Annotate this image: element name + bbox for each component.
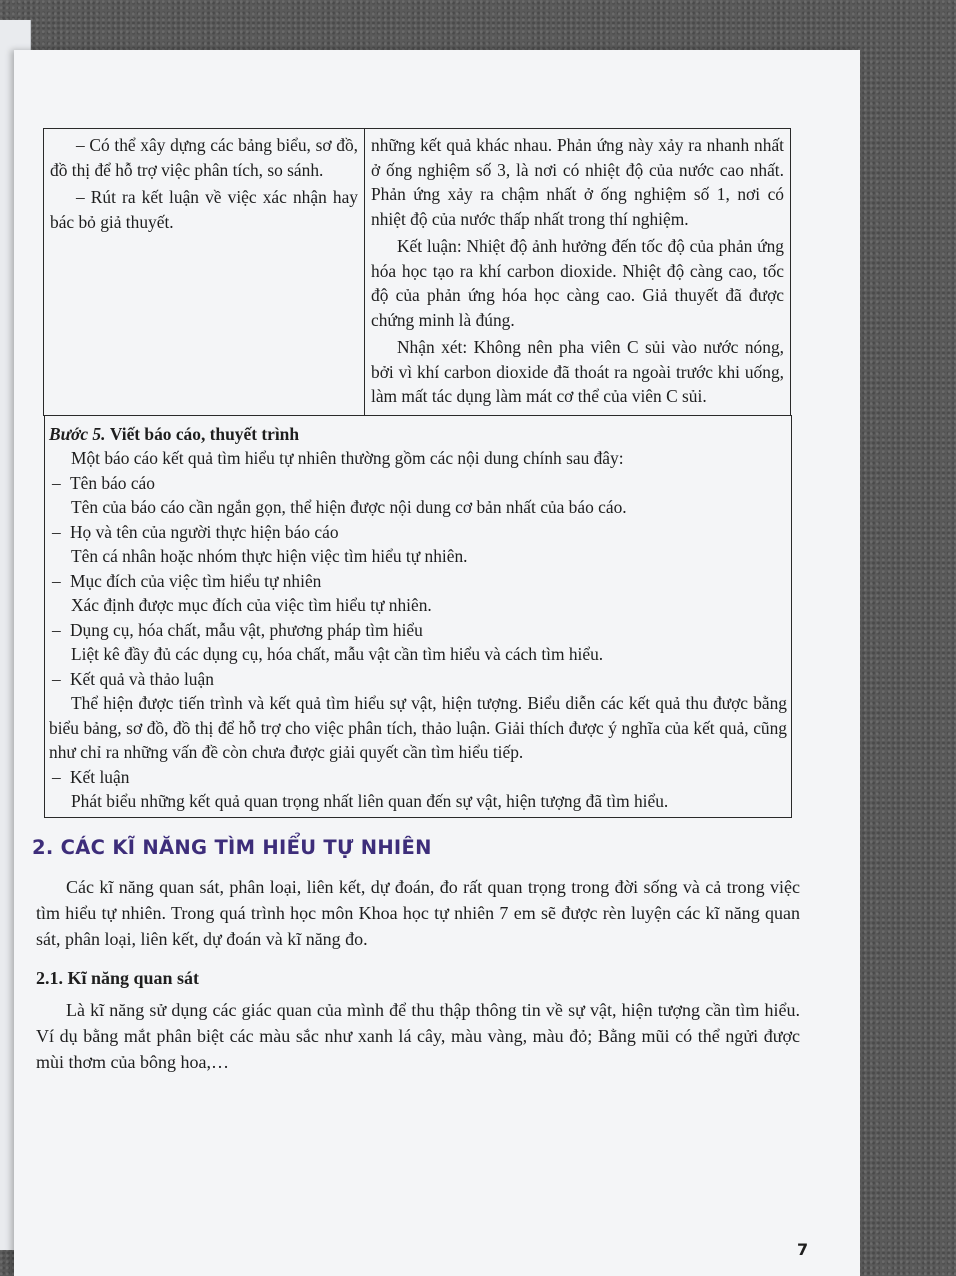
dash-bullet: –	[52, 521, 61, 542]
report-item-body: Phát biểu những kết quả quan trọng nhất liên quan đến sự vật, hiện tượng đã tìm hiểu.	[71, 791, 669, 811]
report-item-head: – Mục đích của việc tìm hiểu tự nhiên	[49, 569, 787, 594]
section-2-1-title: 2.1. Kĩ năng quan sát	[36, 968, 200, 988]
report-item-head: – Họ và tên của người thực hiện báo cáo	[49, 520, 787, 545]
report-item-head: – Kết luận	[49, 765, 787, 790]
page-number: 7	[797, 1240, 809, 1259]
book-page	[14, 50, 860, 1276]
dash-bullet: –	[52, 619, 61, 640]
report-item-body: Tên của báo cáo cần ngắn gọn, thể hiện được nội dung cơ bản nhất của báo cáo.	[71, 497, 627, 517]
table-right-cell	[365, 129, 791, 416]
step5-heading	[49, 422, 787, 447]
step5-intro: Một báo cáo kết quả tìm hiểu tự nhiên thường gồm các nội dung chính sau đây:	[71, 448, 624, 468]
step5-label: Bước 5.	[49, 423, 106, 444]
report-item-head: – Dụng cụ, hóa chất, mẫu vật, phương pháp tìm hiểu	[49, 618, 787, 643]
report-item-body: Liệt kê đầy đủ các dụng cụ, hóa chất, mẫu vật cần tìm hiểu và cách tìm hiểu.	[71, 644, 604, 664]
report-item-body: Tên cá nhân hoặc nhóm thực hiện việc tìm hiểu tự nhiên.	[71, 546, 468, 566]
dash-bullet: –	[52, 472, 61, 493]
right-para-remark: Nhận xét: Không nên pha viên C sủi vào nước nóng, bởi vì khí carbon dioxide đã thoát ra ngoài trước khi uống, làm mất tác dụng làm mát cơ thể của viên C sủi.	[371, 337, 784, 406]
left-para-2: – Rút ra kết luận về việc xác nhận hay bác bỏ giả thuyết.	[50, 187, 358, 232]
step5-title: Viết báo cáo, thuyết trình	[109, 423, 300, 444]
dash-bullet: –	[52, 766, 61, 787]
report-item-body: Thể hiện được tiến trình và kết quả tìm hiểu sự vật, hiện tượng. Biểu diễn các kết quả thu được bằng biểu bảng, sơ đồ, đồ thị để hỗ trợ cho việc phân tích, thảo luận. Giải thích được ý nghĩa của kết quả, cũng như chỉ ra những vấn đề còn chưa được giải quyết cần tìm hiểu tiếp.	[49, 693, 787, 762]
dash-bullet: –	[52, 668, 61, 689]
report-item-head: – Kết quả và thảo luận	[49, 667, 787, 692]
page-content	[32, 128, 800, 1075]
report-item-head: – Tên báo cáo	[49, 471, 787, 496]
table-left-cell	[44, 129, 365, 416]
right-para-conclusion: Kết luận: Nhiệt độ ảnh hưởng đến tốc độ của phản ứng hóa học tạo ra khí carbon dioxide. Nhiệt độ càng cao, tốc độ của phản ứng hóa học càng cao. Giả thuyết đã được chứng minh là đúng.	[371, 236, 784, 330]
section-2-title: 2. CÁC KĨ NĂNG TÌM HIỂU TỰ NHIÊN	[32, 835, 432, 859]
experiment-table	[43, 128, 791, 416]
section-2-paragraph: Các kĩ năng quan sát, phân loại, liên kết, dự đoán, đo rất quan trọng trong đời sống và cả trong việc tìm hiểu tự nhiên. Trong quá trình học môn Khoa học tự nhiên 7 em sẽ được rèn luyện các kĩ năng quan sát, phân loại, liên kết, dự đoán và kĩ năng đo.	[36, 877, 800, 949]
right-para-1: những kết quả khác nhau. Phản ứng này xảy ra nhanh nhất ở ống nghiệm số 3, là nơi có nhiệt độ của nước cao nhất. Phản ứng xảy ra chậm nhất ở ống nghiệm số 1, nơi có nhiệt độ của nước thấp nhất trong thí nghiệm.	[371, 135, 784, 229]
left-para-1: – Có thể xây dựng các bảng biểu, sơ đồ, đồ thị để hỗ trợ việc phân tích, so sánh.	[50, 135, 358, 180]
section-2-1-paragraph: Là kĩ năng sử dụng các giác quan của mình để thu thập thông tin về sự vật, hiện tượng cần tìm hiểu. Ví dụ bằng mắt phân biệt các màu sắc như xanh lá cây, màu vàng, màu đỏ; Bằng mũi có thể ngửi được mùi thơm của bông hoa,…	[36, 999, 800, 1072]
step5-box	[44, 415, 792, 818]
report-item-body: Xác định được mục đích của việc tìm hiểu tự nhiên.	[71, 595, 432, 615]
dash-bullet: –	[52, 570, 61, 591]
